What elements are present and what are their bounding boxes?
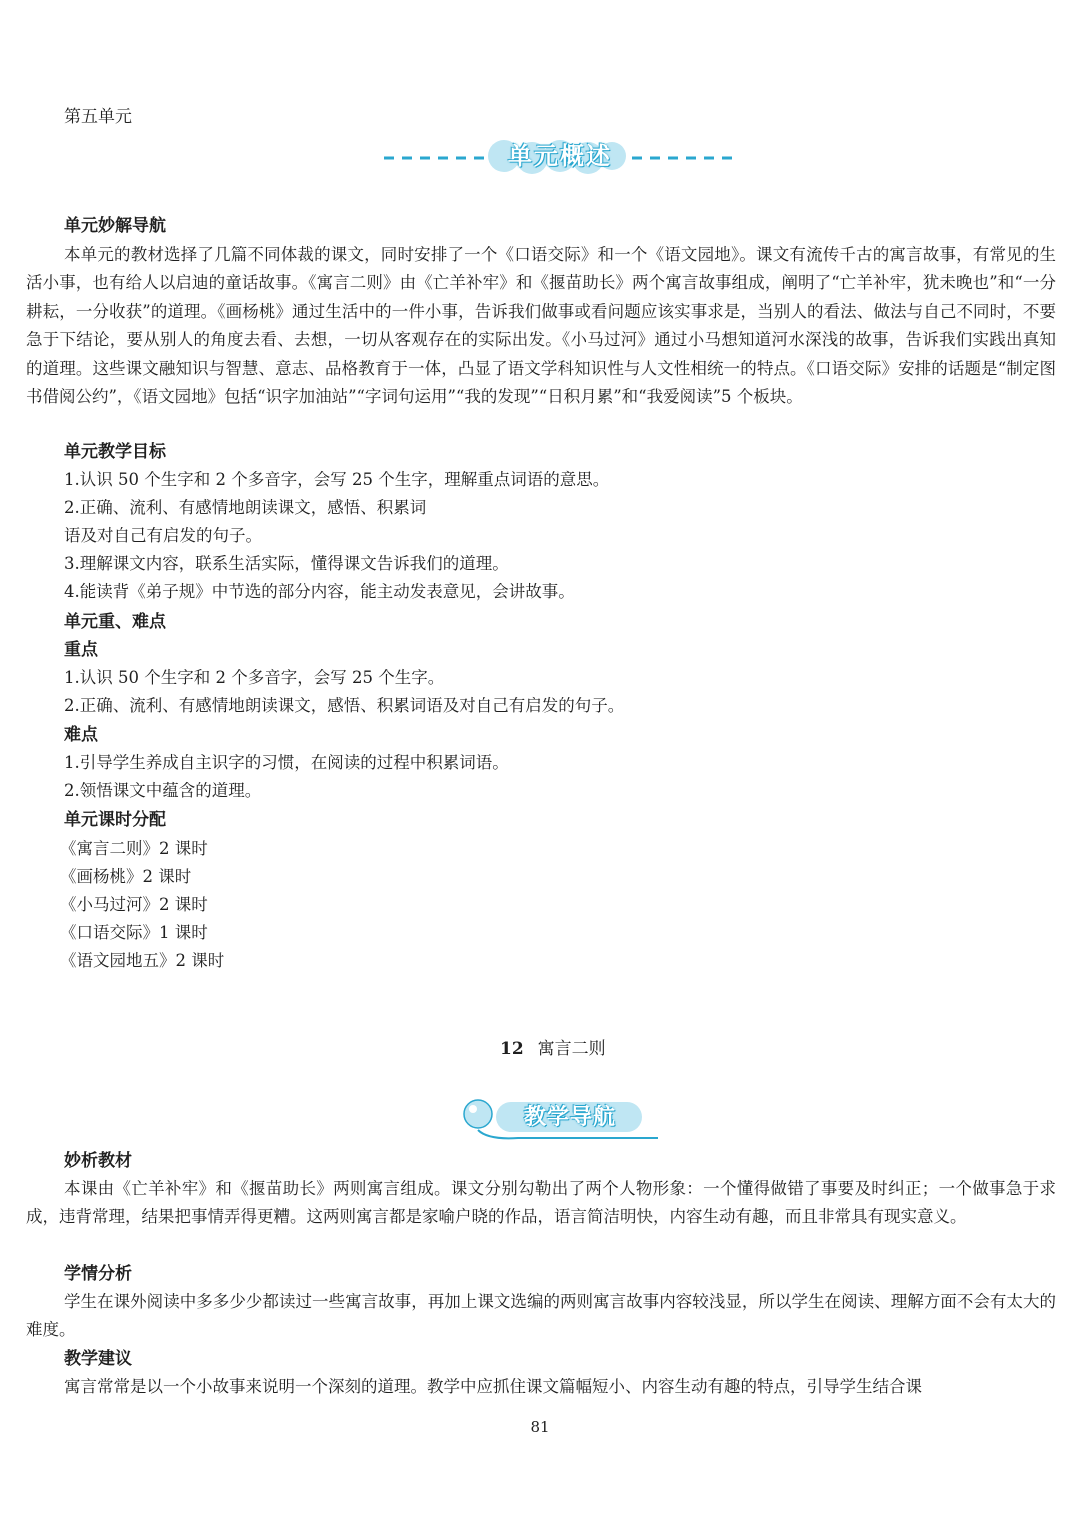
goal-item: 4.能读背《弟子规》中节选的部分内容，能主动发表意见，会讲故事。 (64, 582, 575, 601)
teaching-guide-title: 教学导航 (523, 1105, 616, 1130)
schedule-item: 《语文园地五》2 课时 (60, 951, 225, 970)
section-heading-goals: 单元教学目标 (64, 442, 166, 462)
goal-item: 语及对自己有启发的句子。 (64, 526, 262, 545)
schedule-item: 《小马过河》2 课时 (60, 895, 208, 914)
schedule-item: 《寓言二则》2 课时 (60, 839, 208, 858)
sub-heading-focus: 重点 (64, 640, 98, 660)
section-heading-analysis: 妙析教材 (64, 1151, 132, 1171)
schedule-item: 《口语交际》1 课时 (60, 923, 208, 942)
difficulty-item: 1.引导学生养成自主识字的习惯，在阅读的过程中积累词语。 (64, 753, 509, 772)
students-paragraph: 学生在课外阅读中多多少少都读过一些寓言故事，再加上课文选编的两则寓言故事内容较浅显，所以学生在阅读、理解方面不会有太大的难度。 (26, 1292, 1056, 1340)
schedule-item: 《画杨桃》2 课时 (60, 867, 192, 886)
section-heading-navigation: 单元妙解导航 (64, 216, 166, 236)
section-heading-advice: 教学建议 (64, 1349, 132, 1369)
section-heading-students: 学情分析 (64, 1264, 132, 1284)
lesson-title (500, 1034, 606, 1059)
goal-item: 1.认识 50 个生字和 2 个多音字，会写 25 个生字，理解重点词语的意思。 (64, 470, 610, 489)
focus-item: 1.认识 50 个生字和 2 个多音字，会写 25 个生字。 (64, 668, 445, 687)
lesson-number: 12 (500, 1039, 524, 1059)
analysis-paragraph: 本课由《亡羊补牢》和《揠苗助长》两则寓言组成。课文分别勾勒出了两个人物形象：一个懂得做错了事要及时纠正；一个做事急于求成，违背常理，结果把事情弄得更糟。这两则寓言都是家喻户晓的作品，语言简洁明快，内容生动有趣，而且非常具有现实意义。 (26, 1179, 1056, 1227)
unit-label: 第五单元 (64, 107, 132, 127)
navigation-paragraph: 本单元的教材选择了几篇不同体裁的课文，同时安排了一个《口语交际》和一个《语文园地》。课文有流传千古的寓言故事，有常见的生活小事，也有给人以启迪的童话故事。《寓言二则》由《亡羊补牢》和《揠苗助长》两个寓言故事组成，阐明了“亡羊补牢，犹未晚也”和“一分耕耘，一分收获”的道理。《画杨桃》通过生活中的一件小事，告诉我们做事或看问题应该实事求是，当别人的看法、做法与自己不同时，不要急于下结论，要从别人的角度去看、去想，一切从客观存在的实际出发。《小马过河》通过小马想知道河水深浅的故事，告诉我们实践出真知的道理。这些课文融知识与智慧、意志、品格教育于一体，凸显了语文学科知识性与人文性相统一的特点。《口语交际》安排的话题是“制定图书借阅公约”，《语文园地》包括“识字加油站”“字词句运用”“我的发现”“日积月累”和“我爱阅读”5 个板块。 (26, 245, 1056, 407)
goal-item: 3.理解课文内容，联系生活实际，懂得课文告诉我们的道理。 (64, 554, 509, 573)
sub-heading-difficulty: 难点 (64, 725, 98, 745)
unit-overview-title: 单元概述 (508, 142, 612, 170)
difficulty-item: 2.领悟课文中蕴含的道理。 (64, 781, 262, 800)
focus-item: 2.正确、流利、有感情地朗读课文，感悟、积累词语及对自己有启发的句子。 (64, 696, 625, 715)
advice-paragraph: 寓言常常是以一个小故事来说明一个深刻的道理。教学中应抓住课文篇幅短小、内容生动有趣的特点，引导学生结合课 (64, 1377, 922, 1396)
page-number: 81 (530, 1418, 550, 1436)
section-heading-schedule: 单元课时分配 (64, 810, 166, 830)
goal-item: 2.正确、流利、有感情地朗读课文，感悟、积累词 (64, 498, 427, 517)
lesson-name: 寓言二则 (537, 1039, 606, 1059)
section-heading-key-points: 单元重、难点 (64, 612, 166, 632)
